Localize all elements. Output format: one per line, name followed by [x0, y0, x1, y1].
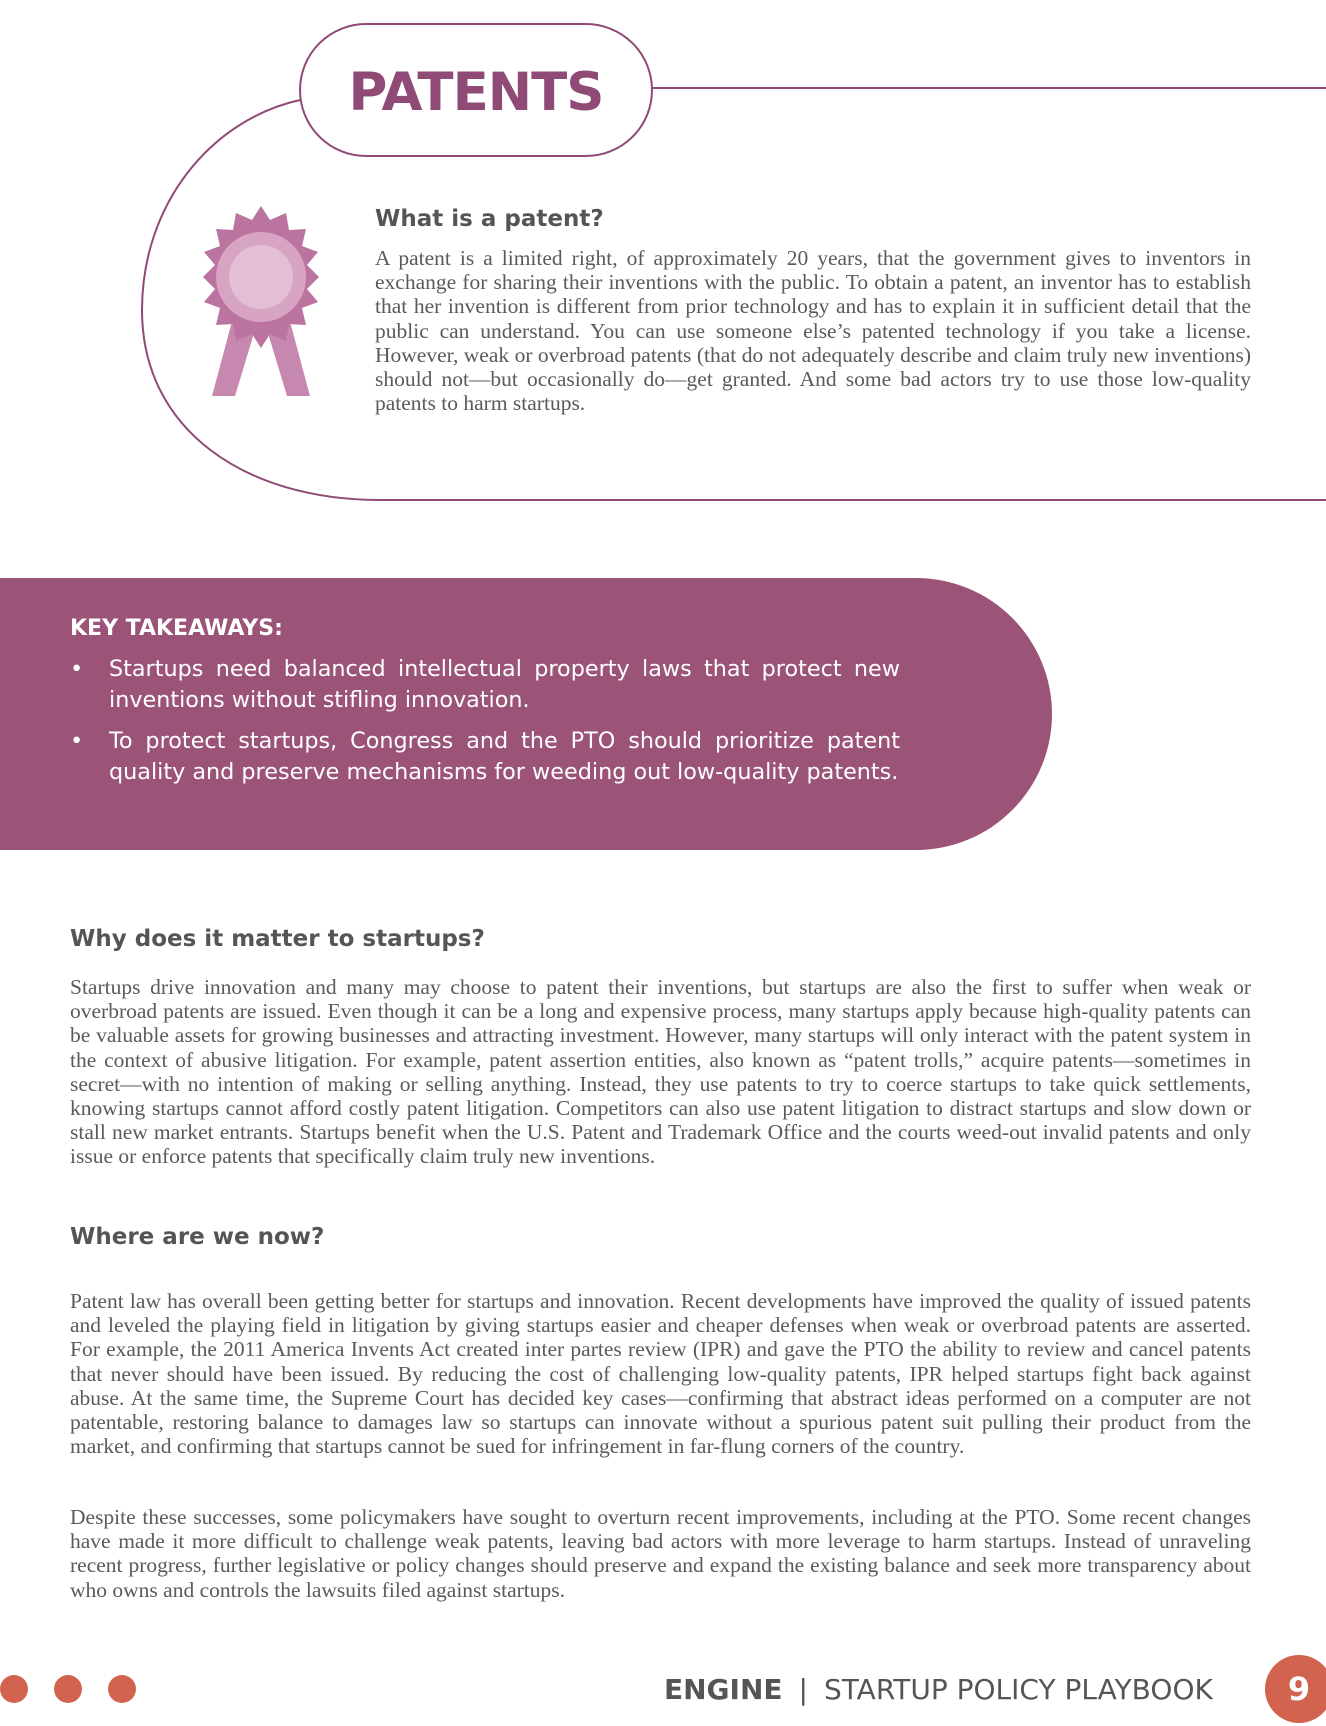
what-heading: What is a patent? [375, 206, 604, 232]
takeaway-item [70, 726, 900, 788]
what-body: A patent is a limited right, of approximately 20 years, that the government gives to inventors in exchange for sharing their inventions with the public. To obtain a patent, an inventor has to establish that her invention is different from prior technology and has to explain it in sufficient detail that the public can understand. You can use someone else’s patented technology if you take a license. However, weak or overbroad patents (that do not adequately describe and claim truly new inventions) should not—but occasionally do—get granted. And some bad actors try to use those low-quality patents to harm startups. [375, 246, 1251, 416]
footer-dot-icon [0, 1675, 28, 1703]
where-body-paragraph-1: Patent law has overall been getting better for startups and innovation. Recent developments have improved the quality of issued patents and leveled the playing field in litigation by giving startups easier and cheaper defenses when weak or overbroad patents are asserted. For example, the 2011 America Invents Act created inter partes review (IPR) and gave the PTO the ability to review and cancel patents that never should have been issued. By reducing the cost of challenging low-quality patents, IPR helped startups fight back against abuse. At the same time, the Supreme Court has decided key cases—confirming that abstract ideas performed on a computer are not patentable, restoring balance to damages law so startups can innovate without a spurious patent suit pulling their product from the market, and confirming that startups cannot be sued for infringement in far-flung corners of the country. [70, 1289, 1251, 1459]
key-takeaways-panel [0, 578, 1052, 850]
where-body-paragraph-2: Despite these successes, some policymakers have sought to overturn recent improvements, including at the PTO. Some recent changes have made it more difficult to challenge weak patents, leaving bad actors with more leverage to harm startups. Instead of unraveling recent progress, further legislative or policy changes should preserve and expand the existing balance and seek more transparency about who owns and controls the lawsuits filed against startups. [70, 1505, 1251, 1602]
footer-separator: | [798, 1672, 808, 1706]
takeaway-text: Startups need balanced intellectual property laws that protect new inventions without stifling innovation. [109, 656, 900, 713]
footer-publication [664, 1670, 1213, 1708]
bullet-icon: • [70, 656, 84, 682]
page-title: PATENTS [348, 61, 604, 123]
bullet-icon: • [70, 728, 84, 754]
rosette-center [229, 245, 293, 309]
takeaways-list [70, 654, 900, 798]
why-body: Startups drive innovation and many may choose to patent their inventions, but startups are also the first to suffer when weak or overbroad patents are issued. Even though it can be a long and expensive process, many startups apply because high-quality patents can be valuable assets for growing businesses and attracting investment. However, many startups will only interact with the patent system in the context of abusive litigation. For example, patent assertion entities, also known as “patent trolls,” acquire patents—sometimes in secret—with no intention of making or selling anything. Instead, they use patents to try to coerce startups to take quick settlements, knowing startups cannot afford costly patent litigation. Competitors can also use patent litigation to distract startups and slow down or stall new market entrants. Startups benefit when the U.S. Patent and Trademark Office and the courts weed-out invalid patents and only issue or enforce patents that specifically claim truly new inventions. [70, 975, 1251, 1169]
takeaway-text: To protect startups, Congress and the PTO should prioritize patent quality and preserve mechanisms for weeding out low-quality patents. [109, 728, 900, 785]
footer-publication-title: STARTUP POLICY PLAYBOOK [823, 1672, 1213, 1706]
why-heading: Why does it matter to startups? [70, 926, 485, 952]
takeaways-heading: KEY TAKEAWAYS: [70, 616, 283, 641]
where-heading: Where are we now? [70, 1224, 325, 1250]
footer-brand: ENGINE [664, 1672, 783, 1706]
award-ribbon-icon [188, 204, 334, 398]
takeaway-item [70, 654, 900, 716]
footer-dot-icon [108, 1675, 136, 1703]
page-number-badge: 9 [1265, 1655, 1326, 1723]
footer-dot-icon [54, 1675, 82, 1703]
